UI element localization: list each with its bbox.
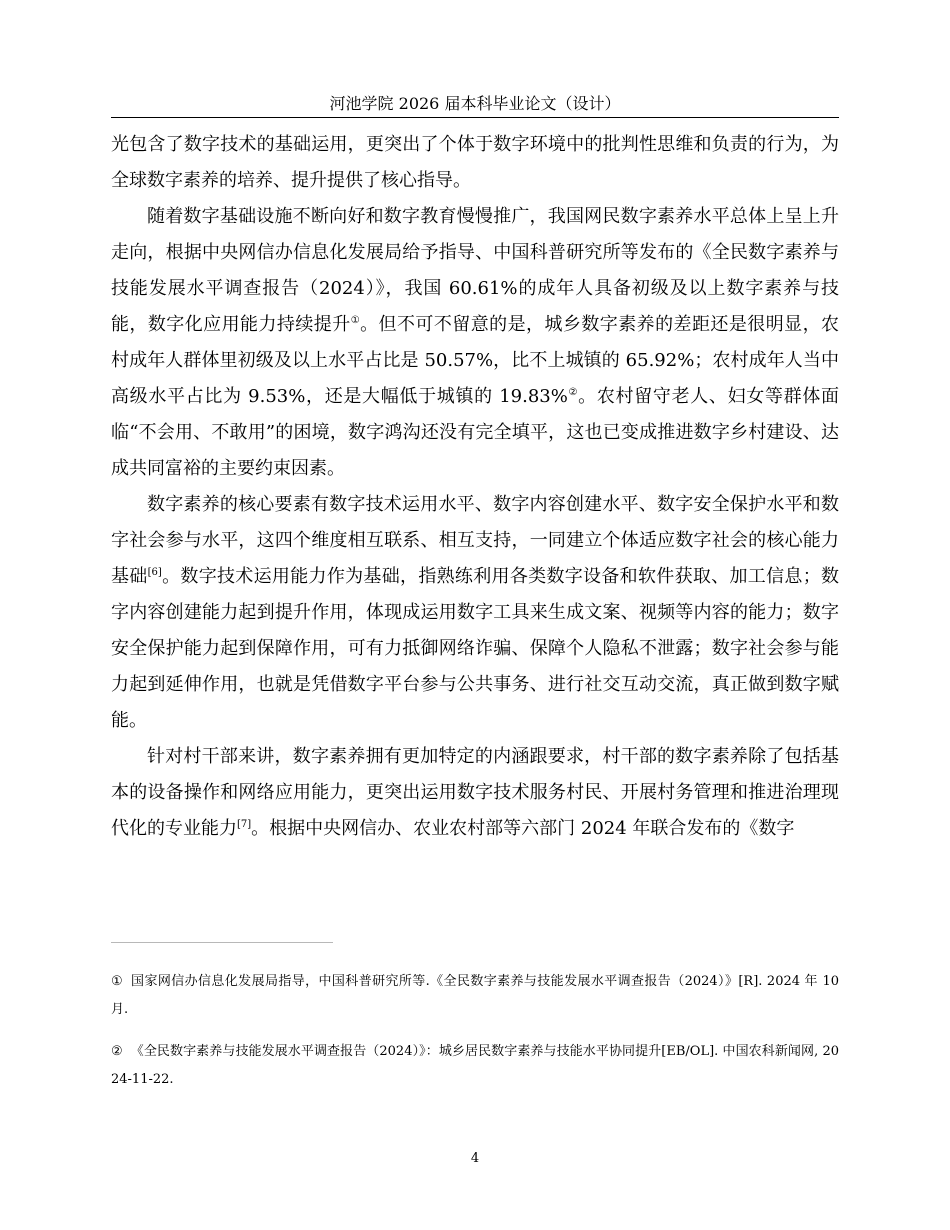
paragraph-text: 。但不可不留意的是，城乡数字素养的差距还是很明显，农村成年人群体里初级及以上水平占比是 50.57%，比不上城镇的 65.92%；农村成年人当中高级水平占比为 9.53%，还是大幅低于城镇的 19.83% [111,314,840,407]
paragraph-2 [111,199,839,487]
paragraph-text: 随着数字基础设施不断向好和数字教育慢慢推广，我国网民数字素养水平总体上呈上升走向，根据中央网信办信息化发展局给予指导、中国科普研究所等发布的《全民数字素养与技能发展水平调查报告（2024）》，我国 60.61%的成年人具备初级及以上数字素养与技能，数字化应用能力持续提升 [111,206,839,335]
body-text [111,127,839,847]
page-number: 4 [470,1151,480,1166]
paragraph-text: 。数字技术运用能力作为基础，指熟练利用各类数字设备和软件获取、加工信息；数字内容创建能力起到提升作用，体现成运用数字工具来生成文案、视频等内容的能力；数字安全保护能力起到保障作用，可有力抵御网络诈骗、保障个人隐私不泄露；数字社会参与能力起到延伸作用，也就是凭借数字平台参与公共事务、进行社交互动交流，真正做到数字赋能。 [111,566,839,731]
footnote-2 [111,1038,839,1094]
footnote-ref-2[interactable]: ② [567,387,579,398]
footnote-text: 《全民数字素养与技能发展水平调查报告（2024）》：城乡居民数字素养与技能水平协同提升[EB/OL]. 中国农科新闻网, 2024-11-22. [111,1044,840,1087]
running-header: 河池学院 2026 届本科毕业论文（设计） [329,94,621,113]
footnote-mark: ② [111,1044,123,1059]
paragraph-text: 数字素养的核心要素有数字技术运用水平、数字内容创建水平、数字安全保护水平和数字社会参与水平，这四个维度相互联系、相互支持，一同建立个体适应数字社会的核心能力基础 [111,494,839,587]
paragraph-text: 。根据中央网信办、农业农村部等六部门 2024 年联合发布的《数字 [251,818,795,839]
citation-ref-6[interactable]: [6] [147,567,162,578]
header-rule [111,117,839,118]
footnote-ref-1[interactable]: ① [350,315,361,326]
paragraph-3 [111,487,839,739]
footnotes [111,968,839,1108]
paragraph-4 [111,739,839,847]
paragraph-text: 针对村干部来讲，数字素养拥有更加特定的内涵跟要求，村干部的数字素养除了包括基本的设备操作和网络应用能力，更突出运用数字技术服务村民、开展村务管理和推进治理现代化的专业能力 [111,746,839,839]
footnote-separator [111,942,333,943]
footnote-mark: ① [111,974,124,989]
paragraph-1 [111,127,839,199]
citation-ref-7[interactable]: [7] [237,819,252,830]
paragraph-text: 。农村留守老人、妇女等群体面临“不会用、不敢用”的困境，数字鸿沟还没有完全填平，这也已变成推进数字乡村建设、达成共同富裕的主要约束因素。 [111,386,839,479]
paragraph-text: 光包含了数字技术的基础运用，更突出了个体于数字环境中的批判性思维和负责的行为，为全球数字素养的培养、提升提供了核心指导。 [111,134,839,191]
footnote-1 [111,968,839,1024]
footnote-text: 国家网信办信息化发展局指导，中国科普研究所等.《全民数字素养与技能发展水平调查报告（2024）》[R]. 2024 年 10 月. [111,974,839,1017]
